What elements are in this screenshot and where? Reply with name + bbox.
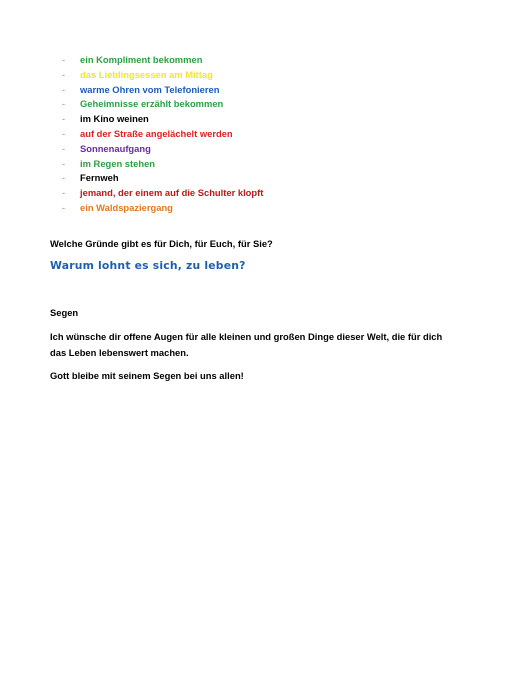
list-dash: - <box>62 172 66 184</box>
list-item <box>62 142 482 157</box>
list-item-text: im Regen stehen <box>80 157 156 169</box>
blessing-title: Segen <box>50 307 79 318</box>
list-dash: - <box>62 98 66 110</box>
main-heading: Warum lohnt es sich, zu leben? <box>50 259 246 272</box>
blessing-paragraph: Ich wünsche dir offene Augen für alle kleinen und großen Dinge dieser Welt, die für dich das Leben lebenswert machen. <box>50 331 443 358</box>
list-item-text: ein Kompliment bekommen <box>80 54 203 65</box>
list-dash: - <box>62 83 66 95</box>
list-item <box>62 186 482 201</box>
list-dash: - <box>62 113 66 125</box>
list-item <box>62 97 482 112</box>
list-item-text: warme Ohren vom Telefonieren <box>80 83 220 95</box>
reasons-list <box>62 53 482 216</box>
list-dash: - <box>62 68 66 80</box>
list-item-text: jemand, der einem auf die Schulter klopft <box>80 187 264 199</box>
list-dash: - <box>62 187 66 199</box>
list-item-text: Fernweh <box>80 172 119 184</box>
list-item-text: im Kino weinen <box>80 113 149 125</box>
list-item <box>62 157 482 172</box>
list-item <box>62 68 482 83</box>
list-item-text: Geheimnisse erzählt bekommen <box>80 98 224 110</box>
list-dash: - <box>62 157 66 169</box>
list-dash: - <box>62 142 66 154</box>
list-item-text: ein Waldspaziergang <box>80 201 173 213</box>
list-item-text: das Lieblingsessen am Mittag <box>80 68 213 80</box>
list-item-text: auf der Straße angelächelt werden <box>80 127 233 139</box>
list-item-text: Sonnenaufgang <box>80 142 151 154</box>
list-item <box>62 127 482 142</box>
list-item <box>62 201 482 216</box>
list-item <box>62 112 482 127</box>
list-dash: - <box>62 201 66 213</box>
closing-paragraph: Gott bleibe mit seinem Segen bei uns allen! <box>50 370 244 381</box>
list-dash: - <box>62 127 66 139</box>
list-item <box>62 53 482 68</box>
list-dash: - <box>62 54 66 65</box>
list-item <box>62 83 482 98</box>
list-item <box>62 171 482 186</box>
question-text: Welche Gründe gibt es für Dich, für Euch, für Sie? <box>50 238 273 249</box>
